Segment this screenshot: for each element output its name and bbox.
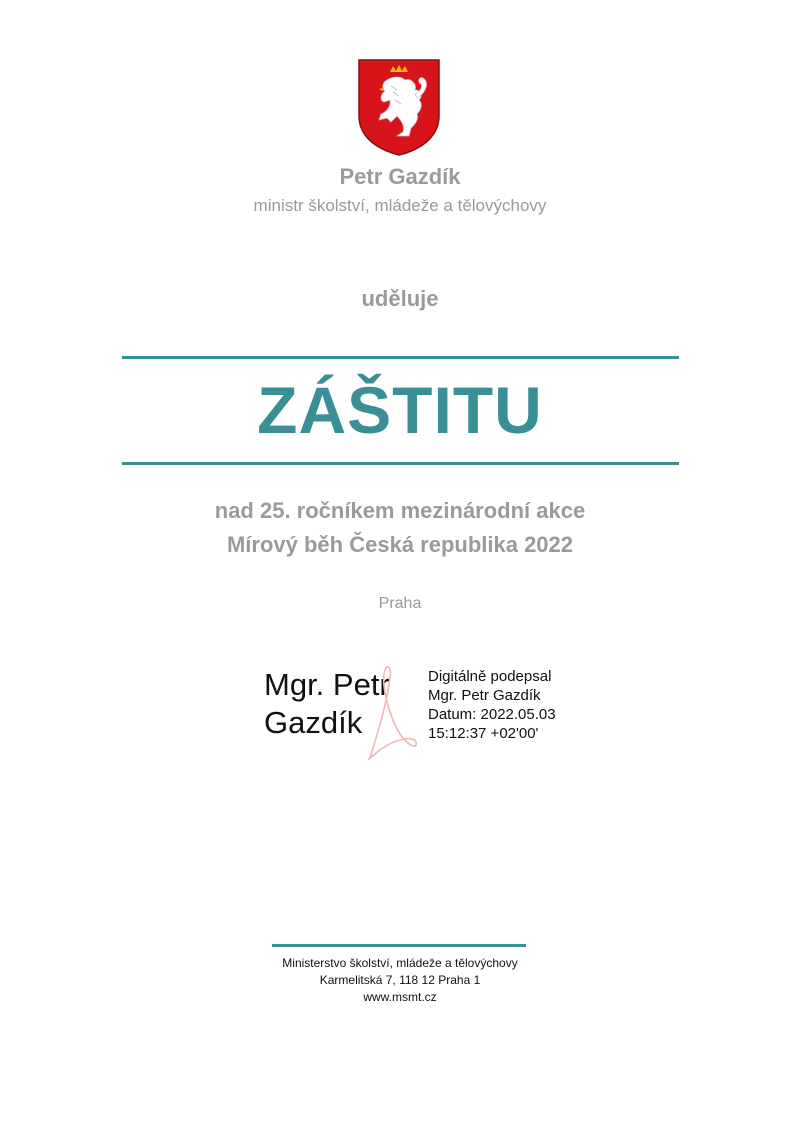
footer-rule [272, 944, 526, 947]
footer-ministry: Ministerstvo školství, mládeže a tělovýchovy [282, 956, 518, 970]
signature-detail-name: Mgr. Petr Gazdík [428, 687, 541, 704]
signature-watermark-icon [356, 658, 426, 768]
signature-name-line-2: Gazdík [264, 705, 363, 740]
signature-details [428, 667, 628, 743]
place-text: Praha [378, 595, 422, 612]
signature-detail-time: 15:12:37 +02'00' [428, 725, 539, 742]
signature-detail-signed-by: Digitálně podepsal [428, 668, 552, 685]
czech-coat-of-arms-icon [357, 58, 441, 156]
footer-address: Karmelitská 7, 118 12 Praha 1 [319, 973, 481, 987]
grants-text: uděluje [361, 286, 439, 311]
issuer-role: ministr školství, mládeže a tělovýchovy [253, 196, 547, 215]
signature-name-line-1: Mgr. Petr [264, 667, 390, 702]
title-bottom-rule [122, 462, 679, 465]
footer-website: www.msmt.cz [363, 990, 437, 1004]
subject-line-2: Mírový běh Česká republika 2022 [226, 532, 574, 557]
title-top-rule [122, 356, 679, 359]
issuer-name: Petr Gazdík [339, 164, 461, 189]
document-title: ZÁŠTITU [257, 373, 543, 447]
subject-line-1: nad 25. ročníkem mezinárodní akce [214, 498, 586, 523]
footer [0, 955, 800, 1006]
signature-detail-date: Datum: 2022.05.03 [428, 706, 556, 723]
